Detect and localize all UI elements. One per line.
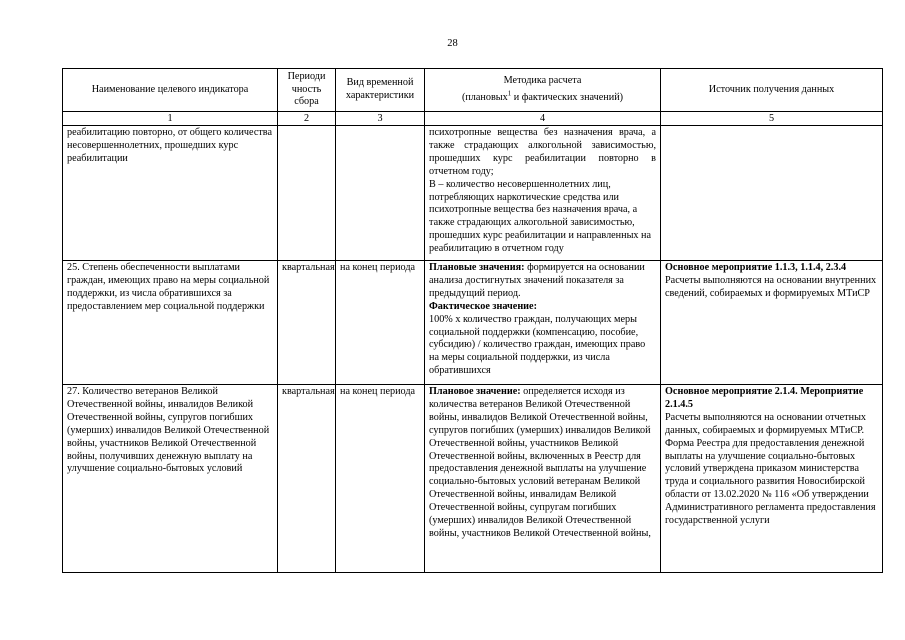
source-cell xyxy=(661,385,883,573)
fact-text: 100% х количество граждан, получающих меры социальной поддержки (компенсацию, пособие, субсидию) / количество граждан, имеющих право на меры социальной поддержки, из числа обратившихся xyxy=(429,313,646,377)
column-number-row xyxy=(63,112,883,126)
source-cell xyxy=(661,126,883,261)
source-text: Расчеты выполняются на основании внутренних сведений, собираемых и формируемых МТиСР xyxy=(665,274,877,299)
header-indicator-name: Наименование целевого индикатора xyxy=(63,69,278,112)
periodicity-cell: квартальная xyxy=(278,261,336,385)
table-header-row xyxy=(63,69,883,112)
fact-label: Фактическое значение: xyxy=(429,300,537,312)
plan-text: формируется на основании анализа достигнутых значений показателя за предыдущий период. xyxy=(429,262,645,299)
col-number-2: 2 xyxy=(278,112,336,126)
indicator-cell: 27. Количество ветеранов Великой Отечественной войны, инвалидов Великой Отечественной войны, супругов погибших (умерших) инвалидов Великой Отечественной войны, участников Великой Отечественной войны, получивших денежную выплату на улучшение социально-бытовых условий xyxy=(63,385,278,573)
header-source: Источник получения данных xyxy=(661,69,883,112)
table-row xyxy=(63,385,883,573)
method-cell xyxy=(425,126,661,261)
plan-label: Плановое значение: xyxy=(429,386,521,397)
time-type-cell: на конец периода xyxy=(336,385,425,573)
method-text-part: В – количество несовершеннолетних лиц, потребляющих наркотические средства или психотропные вещества без назначения врача, а также страдающих алкогольной зависимостью, прошедших курс реабилитации и направленных на реабилитацию в отчетном году xyxy=(429,178,652,255)
indicator-cell: реабилитацию повторно, от общего количества несовершеннолетних, прошедших курс реабилитации xyxy=(63,126,278,261)
table-row xyxy=(63,261,883,385)
header-method xyxy=(425,69,661,112)
source-bold: Основное мероприятие 1.1.3, 1.1.4, 2.3.4 xyxy=(665,262,847,273)
table-row xyxy=(63,126,883,261)
source-text: Расчеты выполняются на основании отчетных данных, собираемых и формируемых МТиСР. Форма Реестра для предоставления денежной выплаты на улучшение социально-бытовых условий утверждена приказом министерства труда и социального развития Новосибирской области от 13.02.2020 № 116 «Об утверждении Административного регламента предоставления государственной услуги xyxy=(665,411,876,527)
method-text-part: психотропные вещества без назначения врача, а также страдающих алкогольной зависимостью, прошедших курс реабилитации повторно в отчетном году; xyxy=(429,127,656,177)
col-number-5: 5 xyxy=(661,112,883,126)
method-cell xyxy=(425,261,661,385)
source-cell xyxy=(661,261,883,385)
plan-text: определяется исходя из количества ветеранов Великой Отечественной войны, инвалидов Великой Отечественной войны, супругов погибших (умерших) инвалидов Великой Отечественной войны, участников Великой Отечественной войны, включенных в Реестр для предоставления денежной выплаты на улучшение социально-бытовых условий ветеранам Великой Отечественной войны, инвалидам Великой Отечественной войны, супругам погибших (умерших) инвалидов Великой Отечественной войны, участников Великой Отечественной войны, xyxy=(429,386,651,539)
plan-label: Плановые значения: xyxy=(429,262,525,273)
time-type-cell: на конец периода xyxy=(336,261,425,385)
header-time-type: Вид временной характеристики xyxy=(336,69,425,112)
source-bold: Основное мероприятие 2.1.4. Мероприятие 2.1.4.5 xyxy=(665,386,864,410)
periodicity-cell: квартальная xyxy=(278,385,336,573)
method-cell xyxy=(425,385,661,573)
time-type-cell xyxy=(336,126,425,261)
periodicity-cell xyxy=(278,126,336,261)
header-periodicity: Периоди чность сбора xyxy=(278,69,336,112)
col-number-3: 3 xyxy=(336,112,425,126)
page-number: 28 xyxy=(447,38,458,49)
col-number-4: 4 xyxy=(425,112,661,126)
col-number-1: 1 xyxy=(63,112,278,126)
header-method-text: Методика расчета (плановых$^1$ и фактических значений) xyxy=(461,74,624,104)
indicator-cell: 25. Степень обеспеченности выплатами граждан, имеющих право на меры социальной поддержки, из числа обратившихся за предоставлением мер социальной поддержки xyxy=(63,261,278,385)
indicator-table xyxy=(62,68,883,573)
